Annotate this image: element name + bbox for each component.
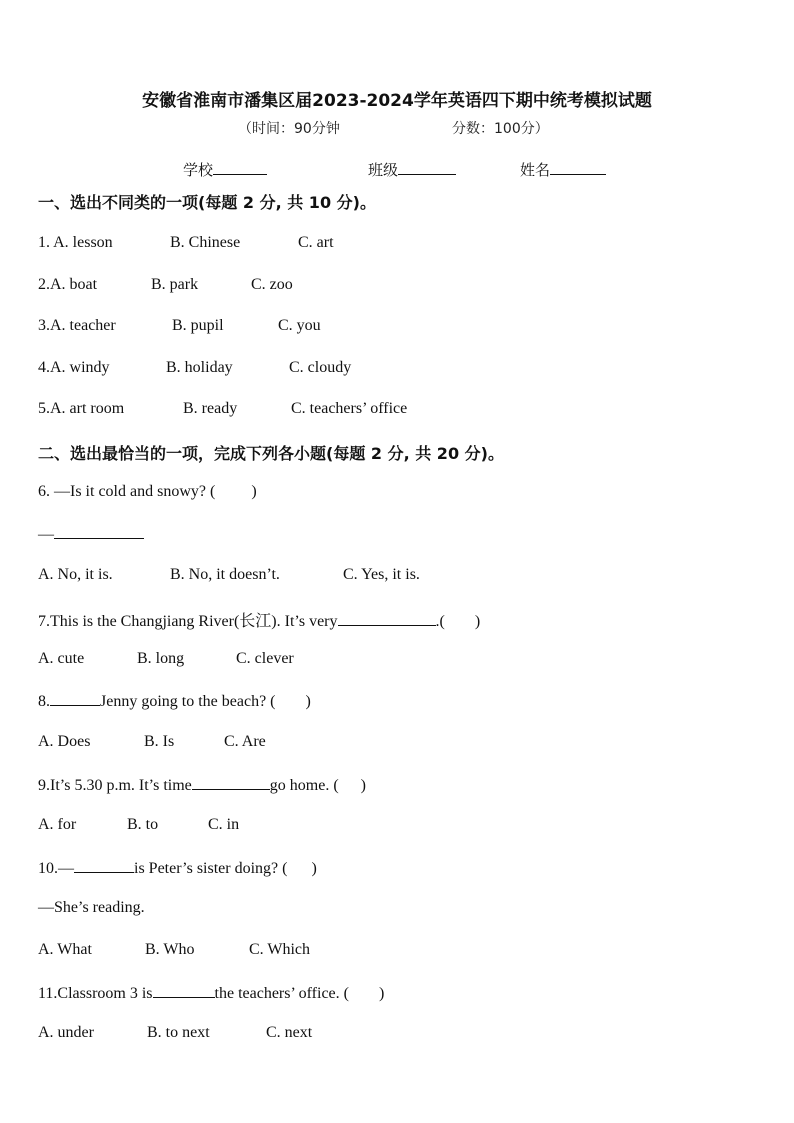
section-2-title: 二、选出最恰当的一项，完成下列各小题(每题 2 分, 共 20 分)。 xyxy=(38,444,504,463)
question-11 xyxy=(38,983,384,1003)
question-8 xyxy=(38,691,311,711)
question-10-reply xyxy=(38,899,145,917)
q2-option-a: 2.A. boat xyxy=(38,276,98,293)
q11-paren-close: ) xyxy=(378,985,385,1002)
q10-option-a: A. What xyxy=(38,941,92,958)
q5-option-c: C. teachers’ office xyxy=(291,400,408,417)
q1-option-b: B. Chinese xyxy=(170,234,241,251)
q11-option-a: A. under xyxy=(38,1024,94,1041)
question-7 xyxy=(38,608,480,631)
q8-paren-close: ) xyxy=(305,693,311,710)
q10-stem-post: is Peter’s sister doing? ( xyxy=(134,860,288,877)
q6-paren-close: ) xyxy=(251,483,257,500)
question-5 xyxy=(38,400,407,418)
q11-option-b: B. to next xyxy=(147,1024,210,1041)
question-10-options xyxy=(38,941,310,959)
question-6-options xyxy=(38,566,420,584)
q8-option-c: C. Are xyxy=(224,733,266,750)
question-3 xyxy=(38,317,321,335)
q6-reply-blank[interactable] xyxy=(54,524,144,539)
exam-title: 安徽省淮南市潘集区届2023-2024学年英语四下期中统考模拟试题 xyxy=(142,91,652,111)
q8-option-a: A. Does xyxy=(38,733,91,750)
q7-stem-pre: 7.This is the Changjiang River(长江). It’s very xyxy=(38,613,338,630)
q5-option-a: 5.A. art room xyxy=(38,400,125,417)
q10-option-b: B. Who xyxy=(145,941,195,958)
name-field xyxy=(520,159,606,180)
q3-option-c: C. you xyxy=(278,317,321,334)
q10-blank[interactable] xyxy=(74,858,134,873)
q5-option-b: B. ready xyxy=(183,400,238,417)
q11-option-c: C. next xyxy=(266,1024,313,1041)
question-11-options xyxy=(38,1024,312,1042)
question-4 xyxy=(38,359,351,377)
question-6 xyxy=(38,483,257,501)
q6-option-b: B. No, it doesn’t. xyxy=(170,566,280,583)
q7-option-c: C. clever xyxy=(236,650,294,667)
q9-option-c: C. in xyxy=(208,816,240,833)
q4-option-a: 4.A. windy xyxy=(38,359,110,376)
q10-option-c: C. Which xyxy=(249,941,311,958)
question-8-options xyxy=(38,733,266,751)
q9-blank[interactable] xyxy=(192,775,270,790)
q6-option-c: C. Yes, it is. xyxy=(343,566,420,583)
class-blank[interactable] xyxy=(398,159,456,175)
question-6-reply xyxy=(38,524,144,544)
q7-option-b: B. long xyxy=(137,650,185,667)
question-1 xyxy=(38,234,334,252)
q8-blank[interactable] xyxy=(50,691,100,706)
school-label: 学校 xyxy=(183,161,214,179)
q6-stem: 6. —Is it cold and snowy? ( xyxy=(38,483,216,500)
q7-paren-close: ) xyxy=(474,613,481,630)
q6-option-a: A. No, it is. xyxy=(38,566,113,583)
q2-option-b: B. park xyxy=(151,276,199,293)
q11-stem-post: the teachers’ office. ( xyxy=(214,985,349,1002)
q4-option-b: B. holiday xyxy=(166,359,233,376)
q10-stem-pre: 10.— xyxy=(38,860,74,877)
question-2 xyxy=(38,276,293,294)
q8-stem-post: Jenny going to the beach? ( xyxy=(100,693,276,710)
question-7-options xyxy=(38,650,294,668)
q10-paren-close: ) xyxy=(311,860,317,877)
q1-option-a: 1. A. lesson xyxy=(38,234,113,251)
name-label: 姓名 xyxy=(520,161,551,179)
q3-option-b: B. pupil xyxy=(172,317,224,334)
q10-answer: —She’s reading. xyxy=(38,899,145,916)
question-9 xyxy=(38,775,366,795)
q3-option-a: 3.A. teacher xyxy=(38,317,116,334)
q6-dash: — xyxy=(38,526,54,543)
q7-blank[interactable] xyxy=(338,611,436,626)
school-blank[interactable] xyxy=(213,159,267,175)
q8-option-b: B. Is xyxy=(144,733,175,750)
q11-stem-pre: 11.Classroom 3 is xyxy=(38,985,153,1002)
exam-score: 分数：100分） xyxy=(452,121,549,137)
q1-option-c: C. art xyxy=(298,234,334,251)
q9-option-b: B. to xyxy=(127,816,159,833)
exam-time: （时间：90分钟 xyxy=(238,121,340,137)
q9-option-a: A. for xyxy=(38,816,77,833)
q7-stem-post: .( xyxy=(435,613,445,630)
q2-option-c: C. zoo xyxy=(251,276,293,293)
q9-stem-post: go home. ( xyxy=(269,777,339,794)
q8-stem-pre: 8. xyxy=(38,693,50,710)
section-1-title: 一、选出不同类的一项(每题 2 分, 共 10 分)。 xyxy=(38,193,376,212)
class-label: 班级 xyxy=(368,161,399,179)
q9-paren-close: ) xyxy=(360,777,366,794)
school-field xyxy=(183,159,267,180)
q9-stem-pre: 9.It’s 5.30 p.m. It’s time xyxy=(38,777,192,794)
question-9-options xyxy=(38,816,239,834)
class-field xyxy=(368,159,456,180)
q4-option-c: C. cloudy xyxy=(289,359,352,376)
q11-blank[interactable] xyxy=(153,983,215,998)
q7-option-a: A. cute xyxy=(38,650,85,667)
name-blank[interactable] xyxy=(550,159,606,175)
question-10 xyxy=(38,858,317,878)
